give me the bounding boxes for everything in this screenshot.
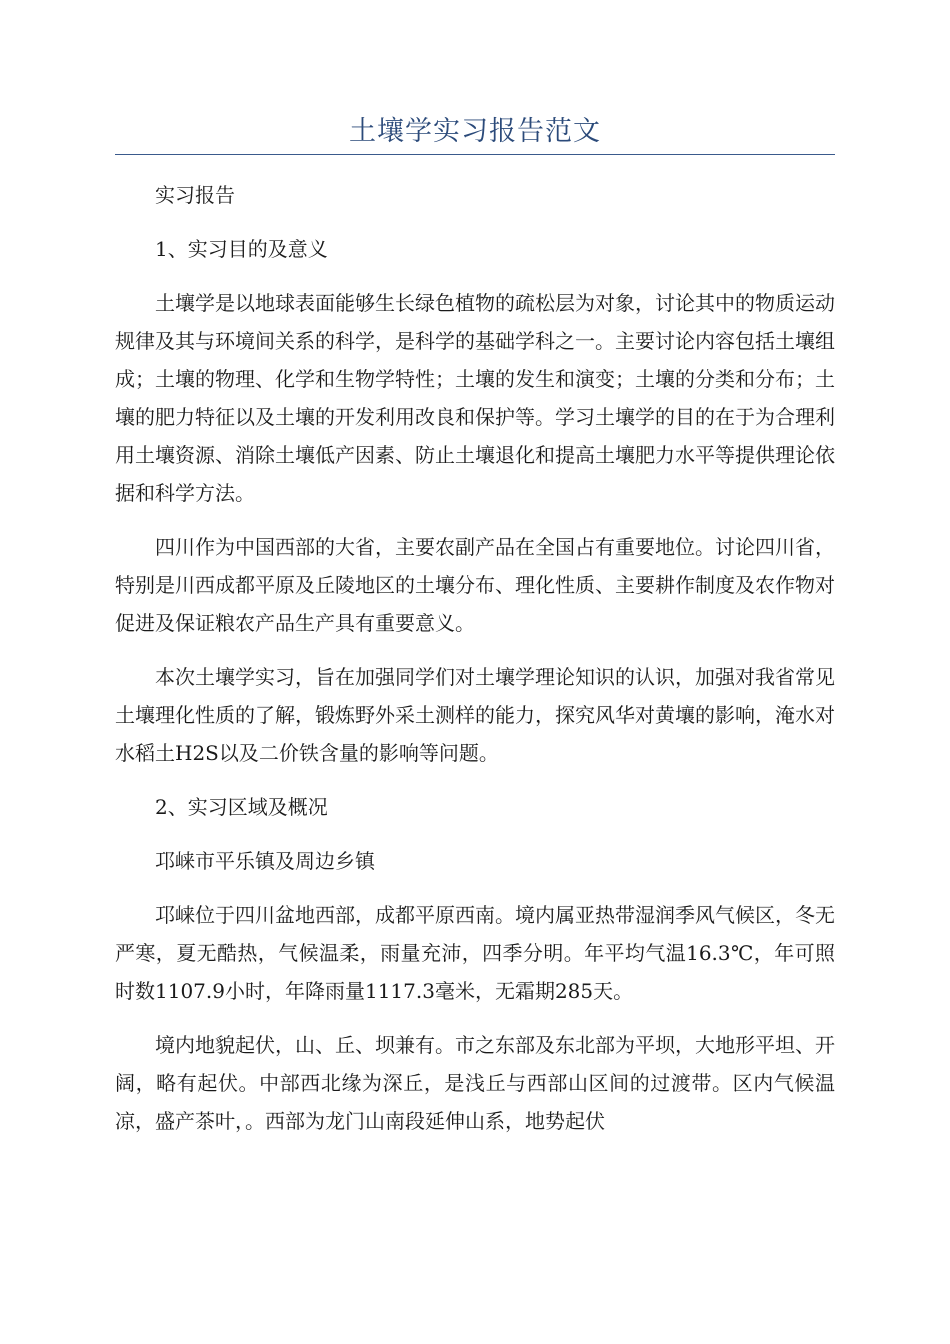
paragraph-terrain: 境内地貌起伏，山、丘、坝兼有。市之东部及东北部为平坝，大地形平坦、开阔，略有起伏。中部西北缘为深丘，是浅丘与西部山区间的过渡带。区内气候温凉，盛产茶叶，。西部为龙门山南段延伸山系，地势起伏 xyxy=(115,1033,835,1133)
paragraph-sichuan: 四川作为中国西部的大省，主要农副产品在全国占有重要地位。讨论四川省，特别是川西成都平原及丘陵地区的土壤分布、理化性质、主要耕作制度及农作物对促进及保证粮农产品生产具有重要意义。 xyxy=(115,535,835,635)
section-heading-report: 实习报告 xyxy=(155,183,235,207)
paragraph-soil-science-intro: 土壤学是以地球表面能够生长绿色植物的疏松层为对象，讨论其中的物质运动规律及其与环境间关系的科学，是科学的基础学科之一。主要讨论内容包括土壤组成；土壤的物理、化学和生物学特性；土壤的发生和演变；土壤的分类和分布；土壤的肥力特征以及土壤的开发利用改良和保护等。学习土壤学的目的在于为合理利用土壤资源、消除土壤低产因素、防止土壤退化和提高土壤肥力水平等提供理论依据和科学方法。 xyxy=(115,291,835,505)
document-body xyxy=(115,176,835,1156)
section-heading-purpose: 1、实习目的及意义 xyxy=(155,237,328,261)
title-underline xyxy=(115,154,835,155)
paragraph-location: 邛崃市平乐镇及周边乡镇 xyxy=(155,849,375,873)
paragraph-climate: 邛崃位于四川盆地西部，成都平原西南。境内属亚热带湿润季风气候区，冬无严寒，夏无酷热，气候温柔，雨量充沛，四季分明。年平均气温16.3℃，年可照时数1107.9小时，年降雨量1117.3毫米，无霜期285天。 xyxy=(115,903,835,1003)
paragraph-internship-goals: 本次土壤学实习，旨在加强同学们对土壤学理论知识的认识，加强对我省常见土壤理化性质的了解，锻炼野外采土测样的能力，探究风华对黄壤的影响，淹水对水稻土H2S以及二价铁含量的影响等问题。 xyxy=(115,665,835,765)
document-title: 土壤学实习报告范文 xyxy=(349,116,601,147)
section-heading-area: 2、实习区域及概况 xyxy=(155,795,328,819)
